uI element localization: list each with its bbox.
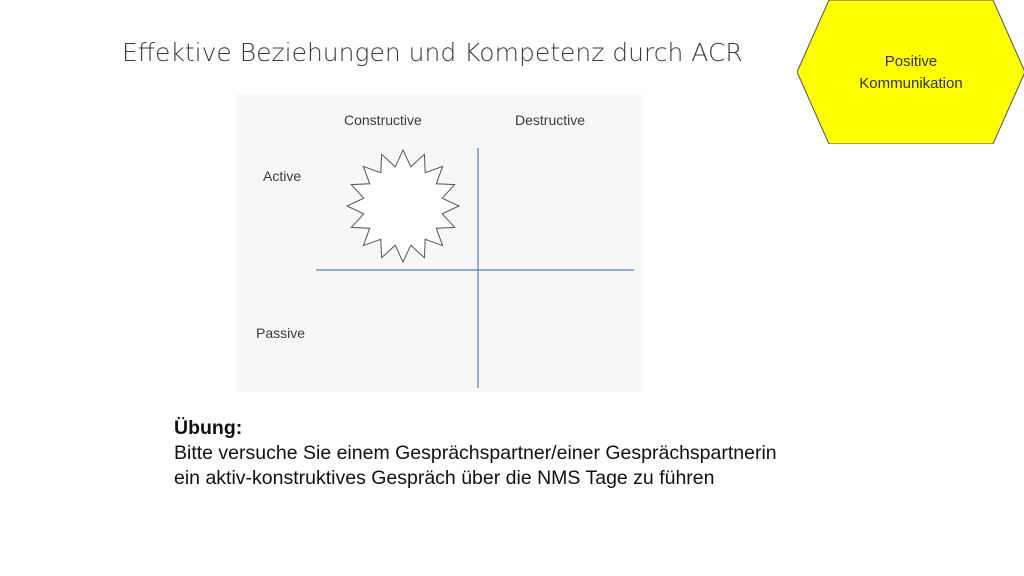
exercise-line-2: ein aktiv-konstruktives Gespräch über die NMS Tage zu führen [174,467,715,489]
quadrant-grid [236,94,642,392]
hexagon-badge-label [797,51,1024,95]
exercise-heading: Übung: [174,417,243,439]
row-label-active: Active [263,168,302,184]
slide-title: Effektive Beziehungen und Kompetenz durch ACR [122,38,743,67]
badge-line-kommunikation: Kommunikation [859,75,963,92]
exercise-text-block [174,416,777,491]
starburst-icon [347,150,459,262]
exercise-line-1: Bitte versuche Sie einem Gesprächspartner/einer Gesprächspartnerin [174,442,777,464]
badge-line-positive: Positive [884,53,938,70]
column-label-constructive: Constructive [344,112,422,128]
column-label-destructive: Destructive [515,112,586,128]
acr-quadrant-diagram [236,94,642,392]
row-label-passive: Passive [256,325,306,341]
